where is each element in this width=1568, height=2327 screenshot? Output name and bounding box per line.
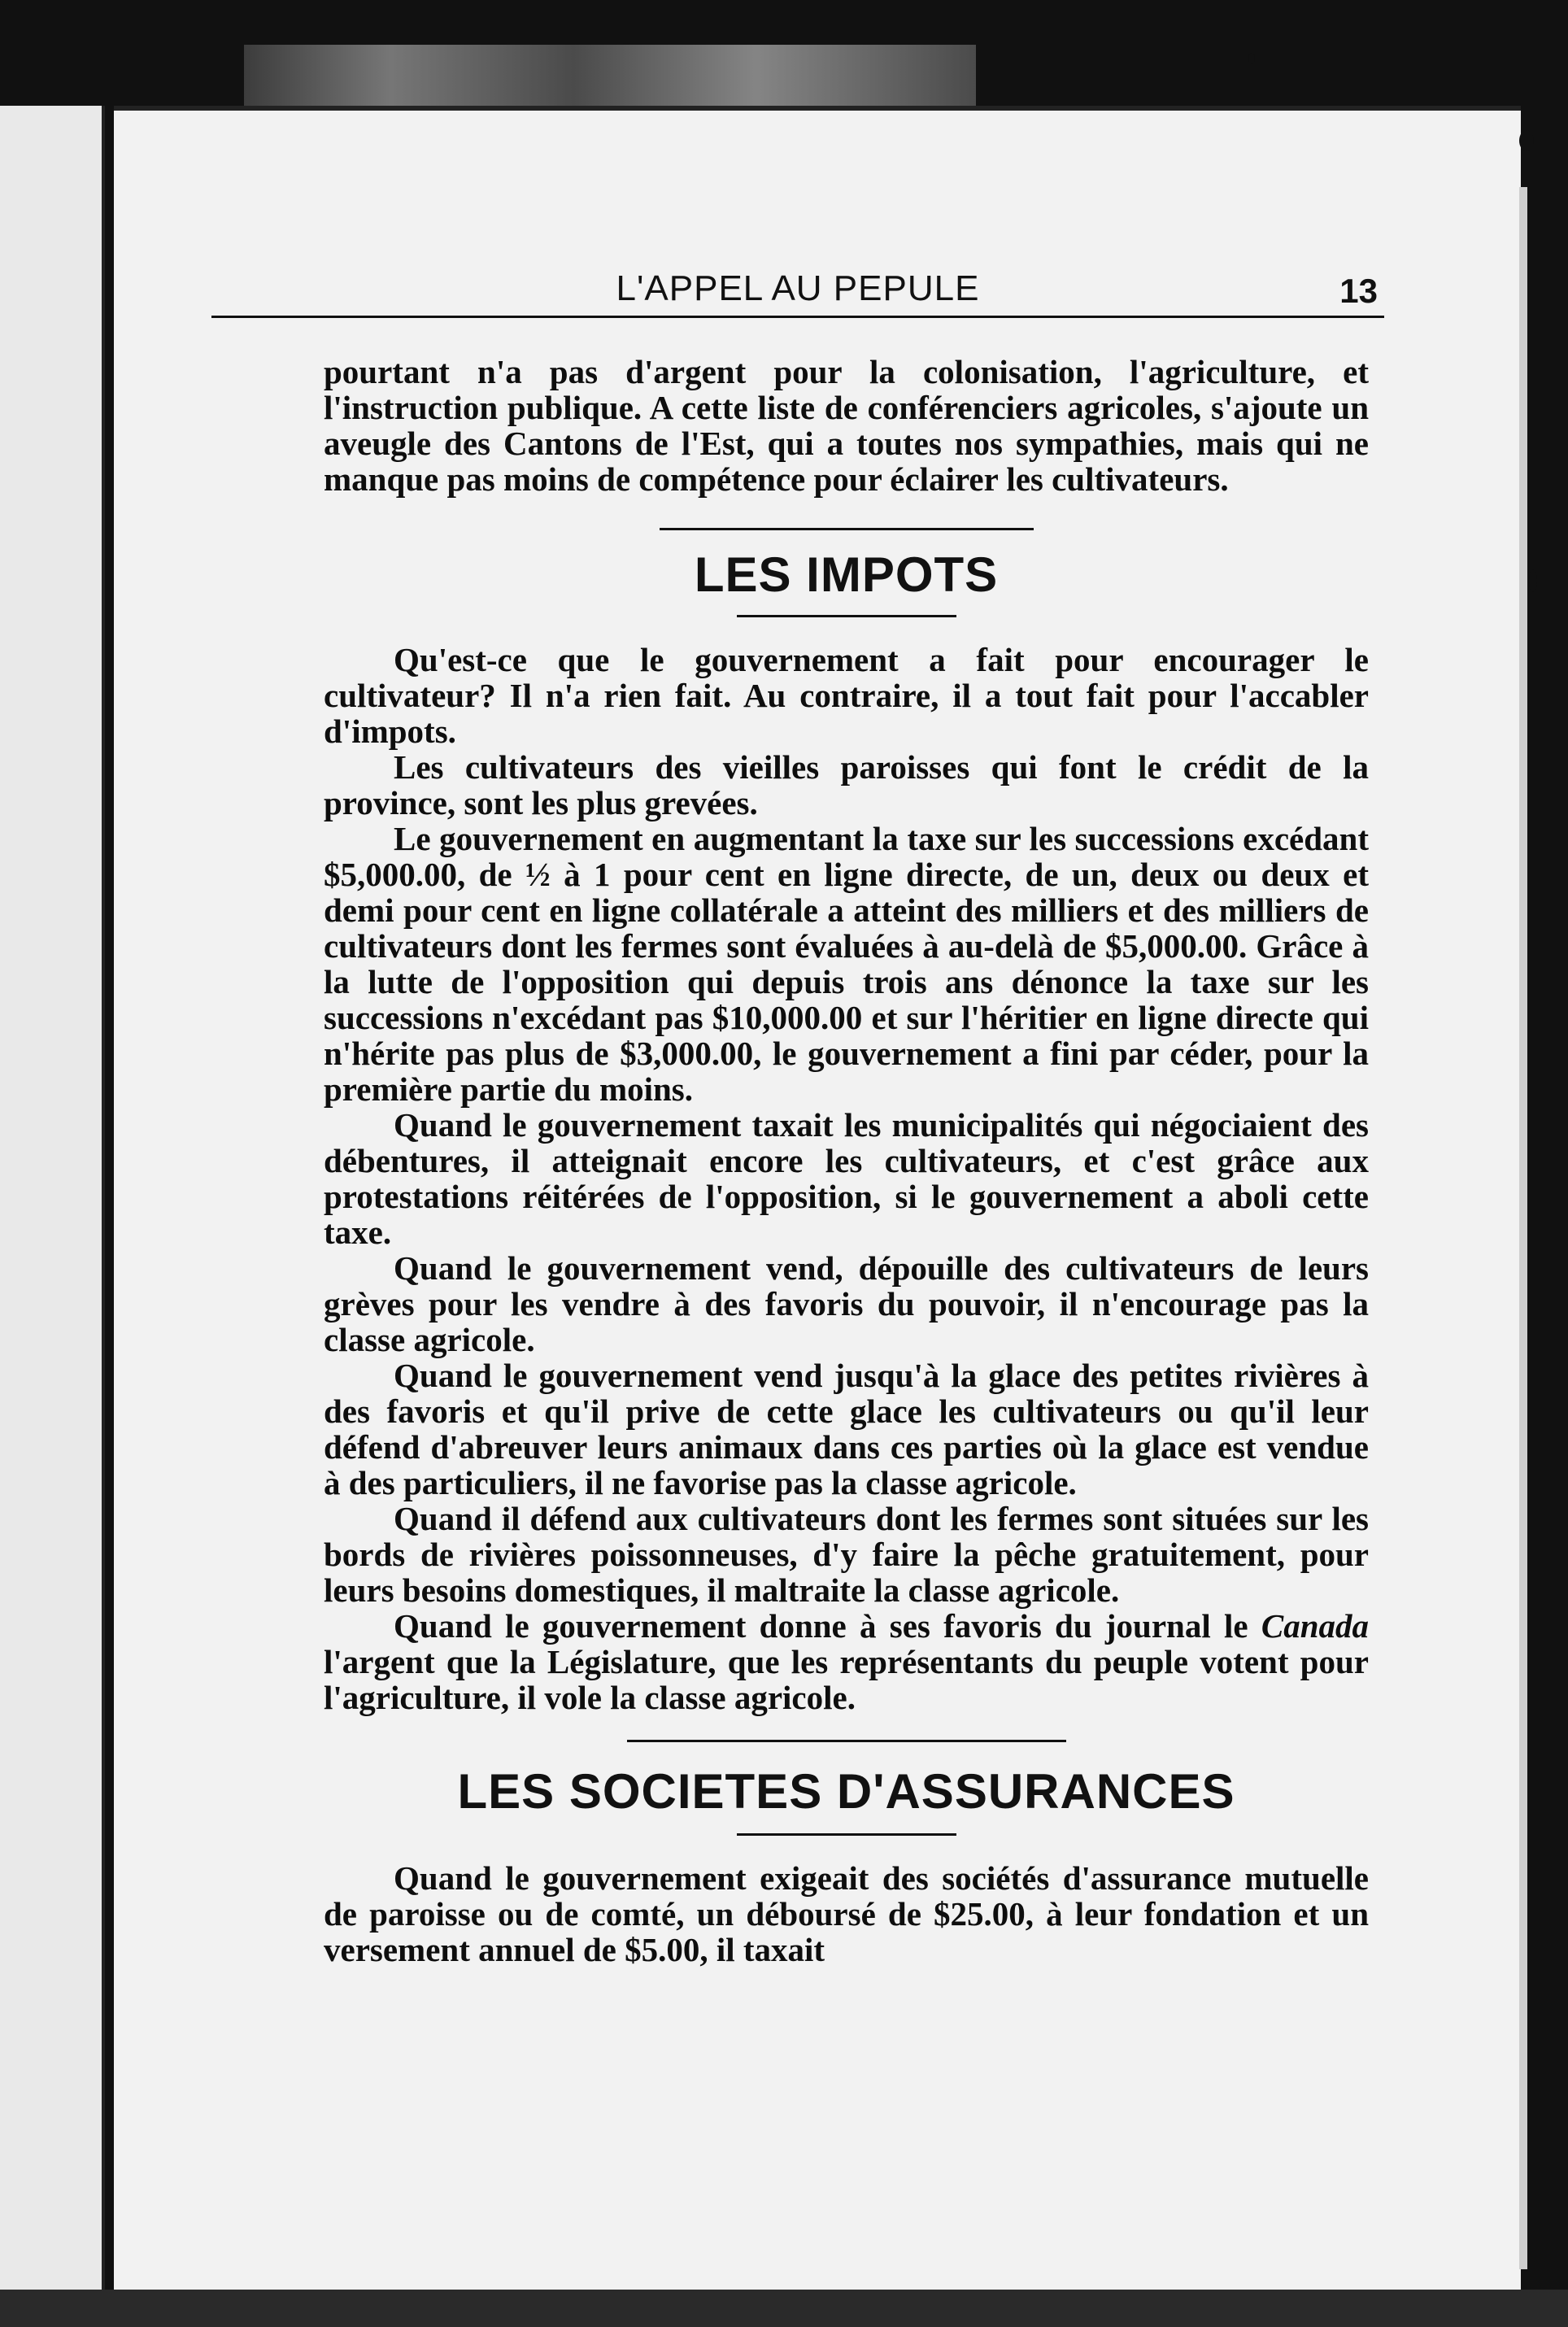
- page-body: [324, 354, 1369, 1967]
- section-rule-top: [660, 528, 1034, 530]
- speck: [1529, 569, 1537, 592]
- section-rule-bottom: [737, 1833, 956, 1836]
- paragraph: Le gouvernement en augmentant la taxe sur les successions excédant $5,000.00, de ½ à 1 pour cent en ligne directe, de un, deux ou deux et demi pour cent en ligne collatérale a atteint des milliers et des milliers de cultivateurs dont les fermes sont évaluées à au-delà de $5,000.00. Grâce à la lutte de l'opposition qui depuis trois ans dénonce la taxe sur les successions n'excédant pas $10,000.00 et sur l'héritier en ligne directe qui n'hérite pas plus de $3,000.00, le gouvernement a fini par céder, pour la première partie du moins.: [324, 820, 1369, 1108]
- paragraph-text: Quand le gouvernement donne à ses favoris du journal le: [394, 1607, 1248, 1645]
- scan-top-artifact: [244, 45, 976, 106]
- running-title: L'APPEL AU PEPULE: [616, 268, 980, 308]
- paragraph: Quand le gouvernement vend, dépouille des cultivateurs de leurs grèves pour les vendre à des favoris du pouvoir, il n'encourage pas la classe agricole.: [324, 1249, 1369, 1358]
- paragraph-text: l'argent que la Législature, que les représentants du peuple votent pour l'agriculture, il vole la classe agricole.: [324, 1643, 1369, 1716]
- paragraph: Qu'est-ce que le gouvernement a fait pour encourager le cultivateur? Il n'a rien fait. Au contraire, il a tout fait pour l'accabler d'impots.: [324, 641, 1369, 750]
- section-rule-bottom: [737, 615, 956, 617]
- paragraph: Quand il défend aux cultivateurs dont les fermes sont situées sur les bords de rivières poissonneuses, d'y faire la pêche gratuitement, pour leurs besoins domestiques, il maltraite la classe agricole.: [324, 1500, 1369, 1609]
- scan-bottom-artifact: [0, 2290, 1568, 2327]
- paragraph: Les cultivateurs des vieilles paroisses qui font le crédit de la province, sont les plus grevées.: [324, 748, 1369, 821]
- newspaper-name: Canada: [1261, 1607, 1369, 1645]
- speck: [1519, 130, 1534, 151]
- page-right-edge: [1519, 187, 1527, 2269]
- speck: [1248, 53, 1255, 64]
- section-heading: LES SOCIETES D'ASSURANCES: [457, 1764, 1235, 1819]
- paragraph: Quand le gouvernement taxait les municipalités qui négociaient des débentures, il atteignait encore les cultivateurs, et c'est grâce aux protestations réitérées de l'opposition, si le gouvernement a aboli cette taxe.: [324, 1106, 1369, 1251]
- facing-page-edge: [0, 106, 105, 2294]
- paragraph: Quand le gouvernement exigeait des sociétés d'assurance mutuelle de paroisse ou de comté, un déboursé de $25.00, à leur fondation et un versement annuel de $5.00, il taxait: [324, 1859, 1369, 1968]
- page-number: 13: [1339, 272, 1378, 310]
- paragraph: Quand le gouvernement vend jusqu'à la glace des petites rivières à des favoris et qu'il prive de cette glace les cultivateurs ou qu'il leur défend d'abreuver leurs animaux dans ces parties où la glace est vendue à des particuliers, il ne favorise pas la classe agricole.: [324, 1357, 1369, 1501]
- section-rule-top: [627, 1740, 1066, 1742]
- running-header: [211, 268, 1384, 318]
- section-heading: LES IMPOTS: [694, 547, 999, 602]
- paragraph: [324, 1608, 1369, 1715]
- intro-paragraph: pourtant n'a pas d'argent pour la colonisation, l'agriculture, et l'instruction publique. A cette liste de conférenciers agricoles, s'ajoute un aveugle des Cantons de l'Est, qui a toutes nos sympathies, mais qui ne manque pas moins de compétence pour éclairer les cultivateurs.: [324, 353, 1369, 498]
